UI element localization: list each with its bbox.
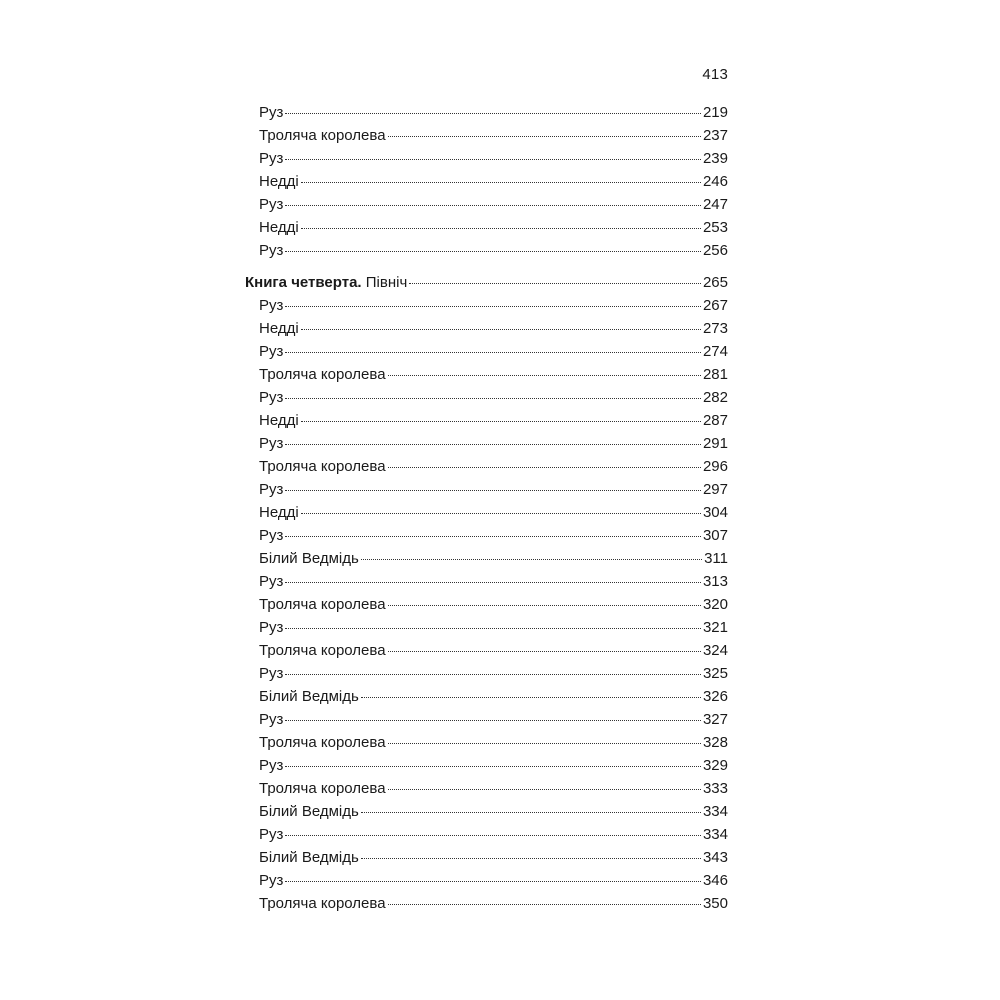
toc-entry bbox=[245, 216, 728, 239]
toc-entry bbox=[245, 478, 728, 501]
toc-entry-title: Білий Ведмідь bbox=[259, 550, 359, 567]
dot-leader bbox=[285, 716, 701, 721]
toc-entry bbox=[245, 547, 728, 570]
toc-entry-page: 320 bbox=[702, 596, 728, 613]
toc-entry bbox=[245, 708, 728, 731]
toc-entry bbox=[245, 409, 728, 432]
toc-entry-page: 334 bbox=[702, 803, 728, 820]
toc-entry bbox=[245, 593, 728, 616]
toc-entry-page: 265 bbox=[702, 274, 728, 291]
dot-leader bbox=[285, 486, 701, 491]
section-title-bold: Книга четверта. bbox=[245, 274, 362, 291]
toc-entry-title: Руз bbox=[259, 389, 284, 406]
toc-entry-title: Недді bbox=[259, 173, 299, 190]
dot-leader bbox=[285, 247, 701, 252]
toc-entry bbox=[245, 777, 728, 800]
toc-entry-page: 253 bbox=[702, 219, 728, 236]
page-number: 413 bbox=[702, 66, 728, 83]
toc-entry-title: Руз bbox=[259, 481, 284, 498]
toc-entry-title: Руз bbox=[259, 711, 284, 728]
toc-entry-page: 281 bbox=[702, 366, 728, 383]
dot-leader bbox=[285, 109, 701, 114]
dot-leader bbox=[285, 155, 701, 160]
toc-entry-title: Руз bbox=[259, 665, 284, 682]
toc-entry-page: 346 bbox=[702, 872, 728, 889]
toc-entry-page: 256 bbox=[702, 242, 728, 259]
dot-leader bbox=[285, 302, 701, 307]
toc-entry bbox=[245, 685, 728, 708]
toc-entry bbox=[245, 570, 728, 593]
toc-entry bbox=[245, 101, 728, 124]
toc-entry-page: 282 bbox=[702, 389, 728, 406]
dot-leader bbox=[285, 877, 701, 882]
toc-entry bbox=[245, 363, 728, 386]
toc-entry bbox=[245, 294, 728, 317]
toc-entry bbox=[245, 340, 728, 363]
toc-entry-page: 324 bbox=[702, 642, 728, 659]
table-of-contents bbox=[245, 101, 728, 915]
toc-entry bbox=[245, 731, 728, 754]
toc-entry-title: Білий Ведмідь bbox=[259, 688, 359, 705]
toc-entry-page: 307 bbox=[702, 527, 728, 544]
toc-entry-page: 274 bbox=[702, 343, 728, 360]
toc-entry-title: Недді bbox=[259, 320, 299, 337]
toc-entry-page: 343 bbox=[702, 849, 728, 866]
toc-entry-title: Троляча королева bbox=[259, 596, 386, 613]
toc-entry bbox=[245, 147, 728, 170]
toc-entry bbox=[245, 754, 728, 777]
toc-entry bbox=[245, 317, 728, 340]
dot-leader bbox=[301, 417, 701, 422]
dot-leader bbox=[301, 224, 701, 229]
toc-entry bbox=[245, 846, 728, 869]
toc-entry-page: 237 bbox=[702, 127, 728, 144]
toc-entry-page: 273 bbox=[702, 320, 728, 337]
dot-leader bbox=[285, 201, 701, 206]
toc-entry bbox=[245, 616, 728, 639]
dot-leader bbox=[301, 325, 701, 330]
toc-entry-title: Руз bbox=[259, 104, 284, 121]
dot-leader bbox=[388, 739, 701, 744]
toc-entry bbox=[245, 386, 728, 409]
toc-entry bbox=[245, 639, 728, 662]
dot-leader bbox=[285, 440, 701, 445]
toc-entry-title bbox=[245, 271, 407, 294]
dot-leader bbox=[388, 647, 701, 652]
toc-entry-page: 287 bbox=[702, 412, 728, 429]
toc-entry-page: 334 bbox=[702, 826, 728, 843]
toc-entry-page: 328 bbox=[702, 734, 728, 751]
dot-leader bbox=[361, 808, 701, 813]
toc-entry bbox=[245, 432, 728, 455]
toc-entry-title: Троляча королева bbox=[259, 127, 386, 144]
toc-entry-title: Руз bbox=[259, 527, 284, 544]
toc-entry bbox=[245, 124, 728, 147]
toc-entry-page: 239 bbox=[702, 150, 728, 167]
dot-leader bbox=[388, 900, 701, 905]
toc-entry bbox=[245, 170, 728, 193]
dot-leader bbox=[388, 785, 701, 790]
dot-leader bbox=[301, 509, 701, 514]
toc-entry bbox=[245, 455, 728, 478]
toc-entry-page: 297 bbox=[702, 481, 728, 498]
toc-entry-page: 327 bbox=[702, 711, 728, 728]
toc-entry-page: 350 bbox=[702, 895, 728, 912]
dot-leader bbox=[361, 854, 701, 859]
toc-section-heading bbox=[245, 271, 728, 294]
toc-entry-title: Троляча королева bbox=[259, 366, 386, 383]
toc-entry bbox=[245, 239, 728, 262]
toc-entry-page: 321 bbox=[702, 619, 728, 636]
dot-leader bbox=[285, 578, 701, 583]
dot-leader bbox=[285, 762, 701, 767]
dot-leader bbox=[301, 178, 701, 183]
toc-entry-page: 325 bbox=[702, 665, 728, 682]
dot-leader bbox=[361, 693, 701, 698]
toc-entry-title: Троляча королева bbox=[259, 734, 386, 751]
toc-entry-title: Троляча королева bbox=[259, 458, 386, 475]
toc-entry-page: 329 bbox=[702, 757, 728, 774]
toc-entry-page: 291 bbox=[702, 435, 728, 452]
dot-leader bbox=[361, 555, 702, 560]
toc-entry-title: Білий Ведмідь bbox=[259, 849, 359, 866]
toc-entry-page: 296 bbox=[702, 458, 728, 475]
dot-leader bbox=[388, 463, 701, 468]
toc-entry-title: Руз bbox=[259, 826, 284, 843]
toc-entry-title: Троляча королева bbox=[259, 642, 386, 659]
toc-entry-title: Руз bbox=[259, 757, 284, 774]
toc-entry-title: Білий Ведмідь bbox=[259, 803, 359, 820]
toc-entry-title: Троляча королева bbox=[259, 895, 386, 912]
toc-entry-title: Руз bbox=[259, 150, 284, 167]
toc-entry-page: 333 bbox=[702, 780, 728, 797]
dot-leader bbox=[285, 831, 701, 836]
toc-entry-page: 219 bbox=[702, 104, 728, 121]
dot-leader bbox=[388, 371, 701, 376]
dot-leader bbox=[388, 601, 701, 606]
toc-entry-title: Троляча королева bbox=[259, 780, 386, 797]
toc-entry-title: Руз bbox=[259, 619, 284, 636]
toc-entry-title: Недді bbox=[259, 504, 299, 521]
toc-entry bbox=[245, 524, 728, 547]
toc-entry-page: 311 bbox=[704, 550, 728, 567]
toc-entry-page: 267 bbox=[702, 297, 728, 314]
toc-entry-title: Руз bbox=[259, 872, 284, 889]
dot-leader bbox=[388, 132, 701, 137]
toc-entry-title: Руз bbox=[259, 297, 284, 314]
toc-entry-title: Недді bbox=[259, 219, 299, 236]
toc-entry-title: Руз bbox=[259, 435, 284, 452]
toc-entry-title: Руз bbox=[259, 196, 284, 213]
dot-leader bbox=[285, 532, 701, 537]
toc-entry-title: Руз bbox=[259, 343, 284, 360]
dot-leader bbox=[285, 348, 701, 353]
toc-entry-page: 326 bbox=[702, 688, 728, 705]
toc-entry bbox=[245, 193, 728, 216]
toc-entry bbox=[245, 869, 728, 892]
toc-entry-page: 304 bbox=[702, 504, 728, 521]
section-title-rest: Північ bbox=[361, 274, 408, 291]
toc-entry-page: 246 bbox=[702, 173, 728, 190]
dot-leader bbox=[285, 394, 701, 399]
toc-entry bbox=[245, 800, 728, 823]
toc-entry bbox=[245, 501, 728, 524]
toc-entry bbox=[245, 823, 728, 846]
toc-entry-page: 247 bbox=[702, 196, 728, 213]
toc-entry bbox=[245, 662, 728, 685]
toc-entry-title: Руз bbox=[259, 573, 284, 590]
toc-entry-title: Руз bbox=[259, 242, 284, 259]
toc-entry bbox=[245, 892, 728, 915]
dot-leader bbox=[409, 279, 701, 284]
toc-entry-title: Недді bbox=[259, 412, 299, 429]
dot-leader bbox=[285, 624, 701, 629]
dot-leader bbox=[285, 670, 701, 675]
toc-entry-page: 313 bbox=[702, 573, 728, 590]
